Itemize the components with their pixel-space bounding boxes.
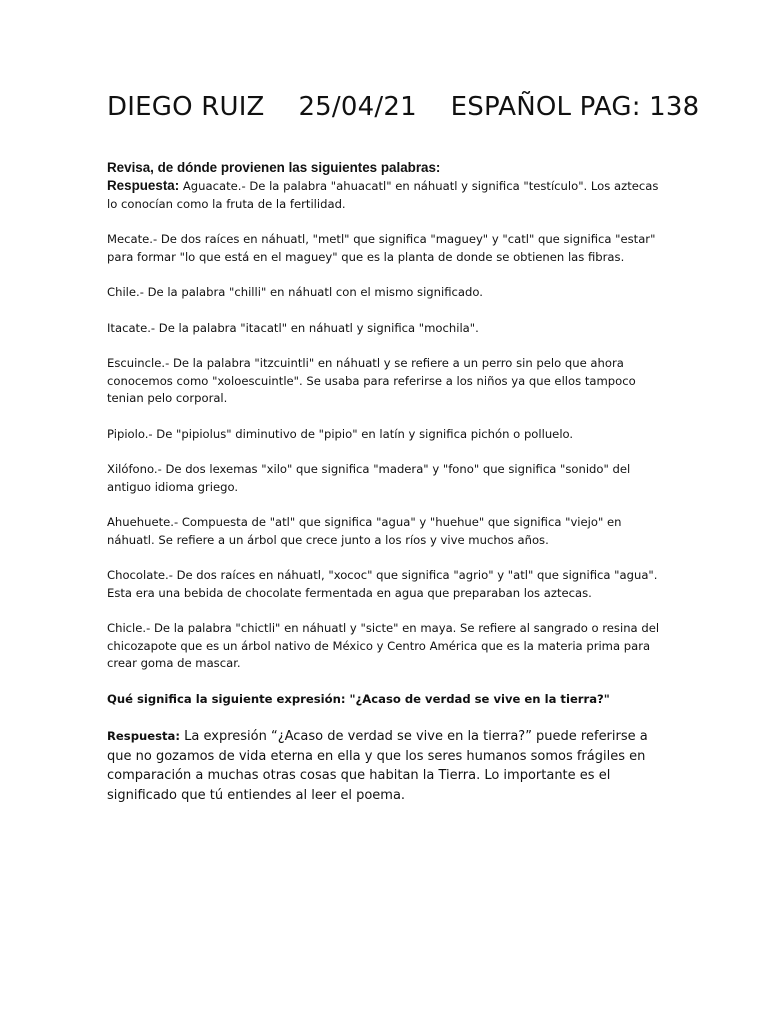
answer-label: Respuesta:: [107, 178, 180, 194]
entry-mecate: Mecate.- De dos raíces en náhuatl, "metl" que significa "maguey" y "catl" que significa "estar" para formar "lo que está en el maguey" que es la planta de donde se obtienen las fibras.: [107, 232, 656, 264]
entry-aguacate: [107, 177, 667, 213]
question-2: Qué significa la siguiente expresión: "¿Acaso de verdad se vive en la tierra?": [107, 691, 610, 706]
entry-text: Aguacate.- De la palabra "ahuacatl" en náhuatl y significa "testículo". Los aztecas lo conocían como la fruta de la fertilidad.: [107, 179, 659, 211]
entry-chile: Chile.- De la palabra "chilli" en náhuatl con el mismo significado.: [107, 285, 483, 300]
question-1: Revisa, de dónde provienen las siguientes palabras:: [107, 160, 441, 176]
student-name: DIEGO RUIZ: [107, 92, 265, 122]
entry-chocolate: Chocolate.- De dos raíces en náhuatl, "xococ" que significa "agrio" y "atl" que significa "agua". Esta era una bebida de chocolate fermentada en agua que preparaban los aztecas.: [107, 568, 658, 600]
entry-xilofono: Xilófono.- De dos lexemas "xilo" que significa "madera" y "fono" que significa "sonido" del antiguo idioma griego.: [107, 462, 631, 494]
entry-itacate: Itacate.- De la palabra "itacatl" en náhuatl y significa "mochila".: [107, 320, 479, 335]
entry-pipiolo: Pipiolo.- De "pipiolus" diminutivo de "pipio" en latín y significa pichón o polluelo.: [107, 426, 574, 441]
document-page: [107, 92, 700, 805]
entry-ahuehuete: Ahuehuete.- Compuesta de "atl" que significa "agua" y "huehue" que significa "viejo" en náhuatl. Se refiere a un árbol que crece junto a los ríos y vive muchos años.: [107, 515, 622, 547]
final-answer-label: Respuesta:: [107, 729, 181, 744]
entry-chicle: Chicle.- De la palabra "chictli" en náhuatl y "sicte" en maya. Se refiere al sangrado o resina del chicozapote que es un árbol nativo de México y Centro América que es la materia prima para crear goma de mascar.: [107, 621, 660, 671]
final-answer-text: La expresión “¿Acaso de verdad se vive en la tierra?” puede referirse a que no gozamos de vida eterna en ella y que los seres humanos somos frágiles en comparación a muchas otras cosas que habitan la Tierra. Lo importante es el significado que tú entiendes al leer el poema.: [107, 729, 648, 803]
document-header: [107, 92, 700, 123]
document-date: 25/04/21: [298, 92, 417, 122]
final-answer: [107, 727, 667, 805]
subject-page: ESPAÑOL PAG: 138: [450, 92, 700, 122]
entry-escuincle: Escuincle.- De la palabra "itzcuintli" en náhuatl y se refiere a un perro sin pelo que ahora conocemos como "xoloescuintle". Se usaba para referirse a los niños ya que ellos tampoco tenian pelo corporal.: [107, 356, 636, 406]
